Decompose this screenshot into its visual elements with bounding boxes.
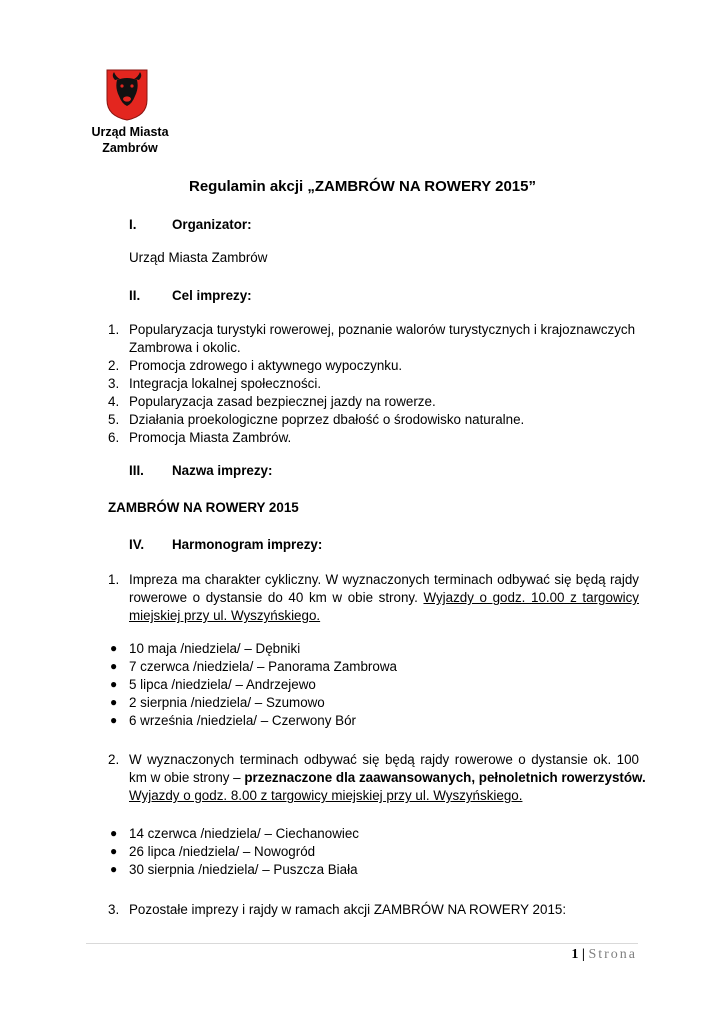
bullet-icon: ● <box>110 826 118 840</box>
ride-date-item: 7 czerwca /niedziela/ – Panorama Zambrowa <box>129 659 397 674</box>
section-2-heading: Cel imprezy: <box>172 288 252 303</box>
goal-item-number: 3. <box>108 376 120 391</box>
bullet-icon: ● <box>110 659 118 673</box>
goal-item-number: 1. <box>108 322 120 337</box>
section-1-heading: Organizator: <box>172 217 252 232</box>
section-1-number: I. <box>129 217 137 232</box>
ride-date-item: 2 sierpnia /niedziela/ – Szumowo <box>129 695 325 710</box>
goal-item-number: 2. <box>108 358 120 373</box>
org-name-line1: Urząd Miasta <box>91 125 169 139</box>
bullet-icon: ● <box>110 641 118 655</box>
org-name-line2: Zambrów <box>102 141 158 155</box>
section-3-number: III. <box>129 463 144 478</box>
ride-date-item: 26 lipca /niedziela/ – Nowogród <box>129 844 316 859</box>
schedule-point-text-cont <box>129 770 646 785</box>
schedule-point-text-plain: km w obie strony – <box>129 770 245 785</box>
goal-item-text: Promocja Miasta Zambrów. <box>129 430 292 445</box>
page-number: 1 <box>571 947 579 962</box>
goal-item-number: 6. <box>108 430 120 445</box>
bullet-icon: ● <box>110 844 118 858</box>
ride-date-item: 5 lipca /niedziela/ – Andrzejewo <box>129 677 316 692</box>
advanced-riders-note-bold: przeznaczone dla zaawansowanych, pełnoletnich rowerzystów. <box>244 770 646 785</box>
schedule-point-text-plain: rowerowe o dystansie do 40 km w obie strony. <box>129 590 424 605</box>
footer-divider <box>86 943 638 944</box>
ride-date-item: 6 września /niedziela/ – Czerwony Bór <box>129 713 357 728</box>
schedule-point-text: Impreza ma charakter cykliczny. W wyznaczonych terminach odbywać się będą rajdy <box>129 572 639 587</box>
bullet-icon: ● <box>110 677 118 691</box>
event-name: ZAMBRÓW NA ROWERY 2015 <box>108 500 299 515</box>
page-label: Strona <box>588 947 637 962</box>
section-2-number: II. <box>129 288 141 303</box>
goal-item-text: Popularyzacja turystyki rowerowej, poznanie walorów turystycznych i krajoznawczych <box>129 322 636 337</box>
goal-item-text: Popularyzacja zasad bezpiecznej jazdy na rowerze. <box>129 394 436 409</box>
schedule-point-text: W wyznaczonych terminach odbywać się będą rajdy rowerowe o dystansie ok. 100 <box>129 752 639 767</box>
goal-item-text: Działania proekologiczne poprzez dbałość o środowisko naturalne. <box>129 412 525 427</box>
ride-date-item: 10 maja /niedziela/ – Dębniki <box>129 641 301 656</box>
goal-item-number: 4. <box>108 394 120 409</box>
page-separator: | <box>578 947 589 962</box>
section-3-heading: Nazwa imprezy: <box>172 463 273 478</box>
departure-info-underlined: Wyjazdy o godz. 10.00 z targowicy <box>423 590 639 605</box>
ride-date-item: 30 sierpnia /niedziela/ – Puszcza Biała <box>129 862 358 877</box>
bullet-icon: ● <box>110 862 118 876</box>
departure-info-underlined: Wyjazdy o godz. 8.00 z targowicy miejskiej przy ul. Wyszyńskiego. <box>129 788 523 803</box>
bullet-icon: ● <box>110 695 118 709</box>
schedule-point-text: Pozostałe imprezy i rajdy w ramach akcji ZAMBRÓW NA ROWERY 2015: <box>129 902 567 917</box>
goal-item-text: Promocja zdrowego i aktywnego wypoczynku. <box>129 358 403 373</box>
ride-date-item: 14 czerwca /niedziela/ – Ciechanowiec <box>129 826 359 841</box>
schedule-point-number: 3. <box>108 902 120 917</box>
document-title: Regulamin akcji „ZAMBRÓW NA ROWERY 2015” <box>188 178 536 195</box>
goal-item-number: 5. <box>108 412 120 427</box>
schedule-point-text-cont <box>129 590 639 605</box>
page-footer <box>571 947 637 963</box>
section-4-number: IV. <box>129 537 145 552</box>
section-1-text: Urząd Miasta Zambrów <box>129 250 268 265</box>
zambrow-coat-of-arms-logo <box>105 68 149 122</box>
bullet-icon: ● <box>110 713 118 727</box>
schedule-point-number: 1. <box>108 572 120 587</box>
departure-info-underlined-cont: miejskiej przy ul. Wyszyńskiego. <box>129 608 321 623</box>
section-4-heading: Harmonogram imprezy: <box>172 537 323 552</box>
goal-item-text-cont: Zambrowa i okolic. <box>129 340 241 355</box>
goal-item-text: Integracja lokalnej społeczności. <box>129 376 322 391</box>
schedule-point-number: 2. <box>108 752 120 767</box>
